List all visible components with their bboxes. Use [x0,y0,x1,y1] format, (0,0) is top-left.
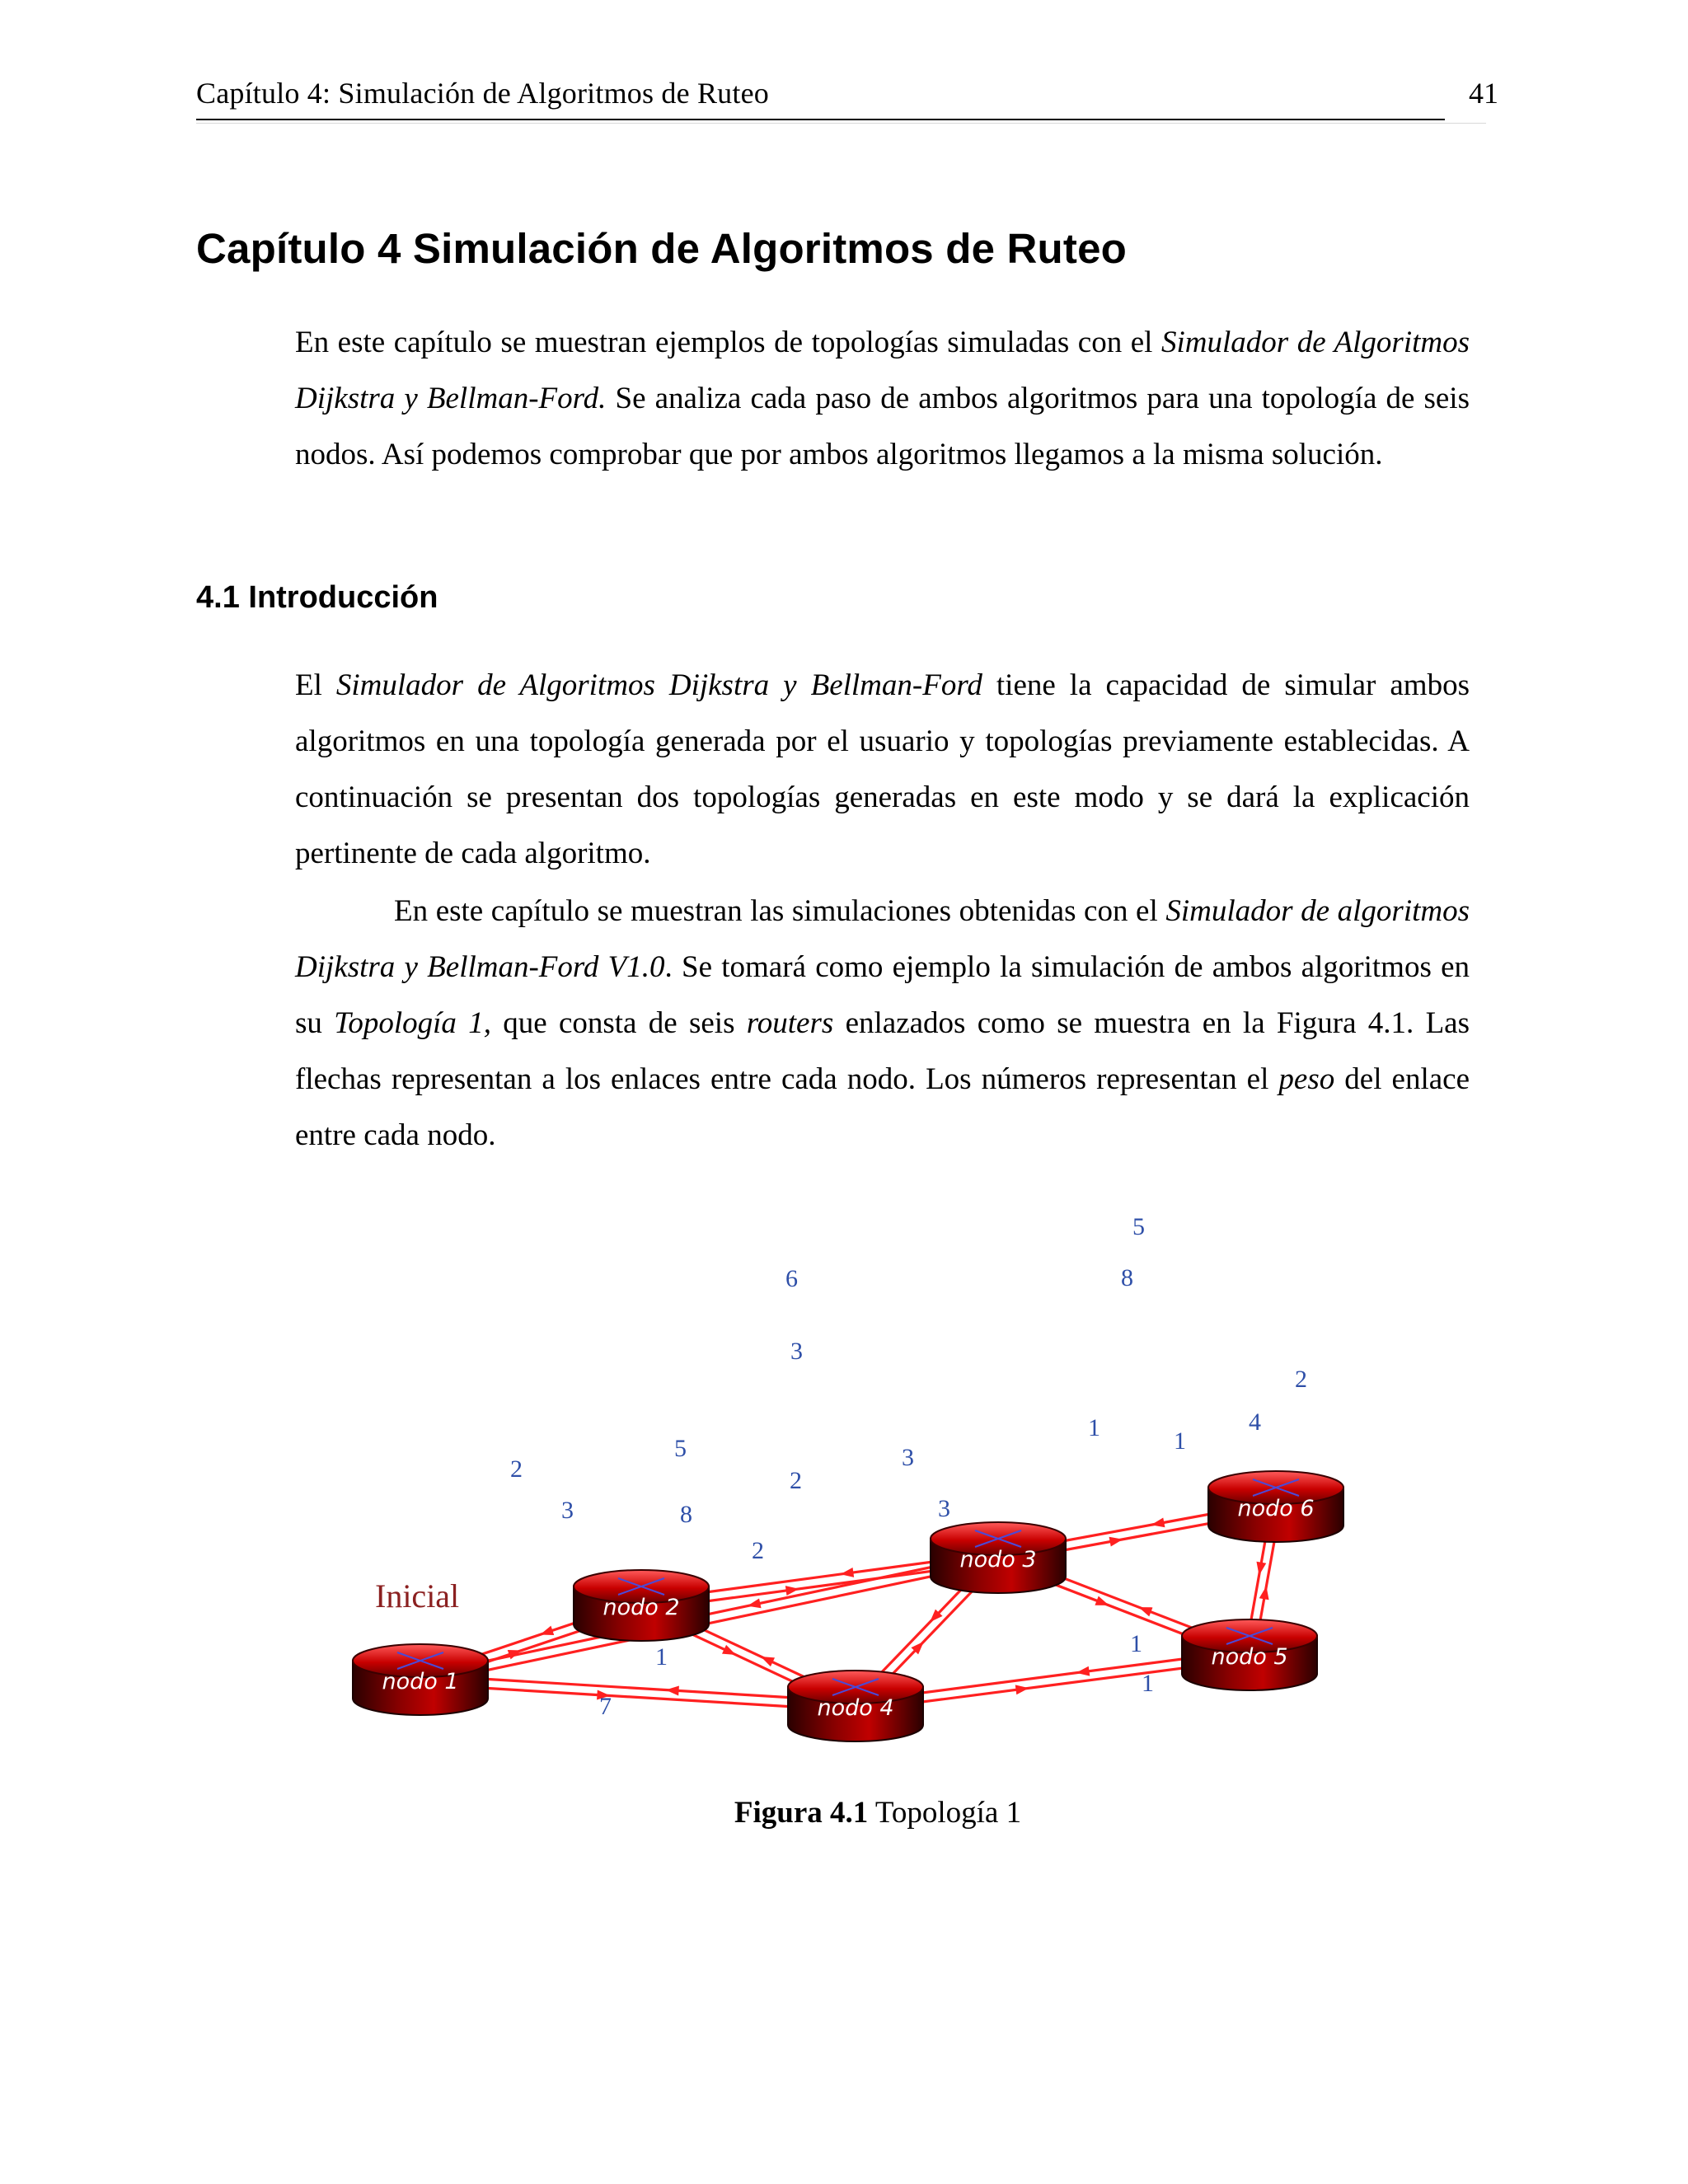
router-node-n4 [788,1671,923,1741]
weight-label: 3 [938,1495,950,1522]
link-arrow [1015,1685,1029,1694]
router-node-n5 [1182,1619,1317,1690]
weight-label: 6 [785,1265,798,1292]
weight-label: 2 [752,1537,764,1564]
weight-label: 1 [1088,1414,1100,1441]
weight-label: 8 [680,1501,692,1528]
router-node-n3 [931,1522,1066,1593]
weight-label: 8 [1121,1264,1133,1291]
chapter-title: Capítulo 4 Simulación de Algoritmos de Ruteo [196,225,1128,272]
weight-label: 1 [1142,1670,1154,1697]
link-arrow [840,1568,854,1577]
text-run: En este capítulo se muestran las simulaciones obtenidas con el [394,894,1166,928]
link-arrow [1095,1596,1109,1605]
figure-caption [0,1795,1688,1830]
router-label: nodo 3 [959,1547,1037,1572]
weight-label: 1 [655,1643,668,1671]
caption-label: Figura 4.1 [734,1796,869,1830]
link-arrow [1151,1517,1165,1527]
link-arrow [722,1645,736,1655]
router-label: nodo 5 [1211,1644,1288,1670]
link-arrow [761,1657,775,1666]
page-number: 41 [1469,77,1498,110]
text-run: tiene la capacidad de simular ambos algoritmos en una topología generada por el usuario y topologías previamente establecidas. A continuación se presentan dos topologías generadas en este modo y se dará la explicación pertinente de cada algoritmo. [295,668,1470,870]
link-arrow [1109,1537,1123,1547]
weight-label: 1 [1130,1630,1142,1657]
italic-run: Topología 1, [334,1006,491,1040]
weight-label: 3 [790,1338,803,1365]
weight-label: 7 [599,1693,612,1720]
text-run: del enlace entre cada nodo. [295,1062,1470,1152]
weight-label: 3 [561,1497,574,1524]
weight-label: 4 [1249,1408,1261,1436]
running-header [196,76,1498,125]
initial-label: Inicial [375,1577,460,1615]
section-paragraph-1 [295,658,1470,882]
italic-run: Simulador de Algoritmos Dijkstra y Bellman-Ford. [295,326,1470,415]
intro-paragraph [295,315,1470,483]
weight-label: 3 [902,1444,914,1471]
weight-label: 5 [1132,1213,1145,1240]
section-title: 4.1 Introducción [196,580,438,615]
link-arrow [1259,1586,1269,1601]
text-run: enlazados como se muestra en la Figura 4.1. Las flechas representan a los enlaces entre cada nodo. Los números representan el [295,1006,1470,1096]
text-run: . Se tomará como ejemplo la simulación de ambos algoritmos en su [295,950,1470,1040]
link-arrow [1076,1666,1090,1676]
link-line [421,1562,999,1684]
weight-label: 2 [790,1467,802,1494]
link-arrow [785,1586,799,1596]
section-paragraph-2 [295,883,1470,1164]
weight-label: 2 [510,1455,523,1483]
router-label: nodo 1 [382,1669,459,1694]
italic-run: Simulador de Algoritmos Dijkstra y Bellman-Ford [335,668,982,702]
router-node-n6 [1208,1471,1343,1542]
weight-label: 5 [674,1435,687,1462]
caption-text: Topología 1 [868,1796,1022,1830]
header-rule [196,119,1445,120]
text-run: que consta de seis [490,1006,747,1040]
weight-label: 2 [1295,1366,1307,1393]
router-node-n1 [353,1644,488,1715]
link-arrow [666,1686,679,1696]
header-rule-shadow [196,123,1486,124]
text-run: El [295,668,336,702]
link-arrow [540,1626,554,1635]
italic-run: routers [746,1006,834,1040]
text-run: En este capítulo se muestran ejemplos de topologías simuladas con el [295,326,1162,359]
router-label: nodo 4 [817,1695,894,1721]
router-node-n2 [574,1570,709,1641]
link-arrow [1256,1562,1266,1576]
italic-run: peso [1278,1062,1335,1096]
router-label: nodo 2 [603,1595,680,1620]
running-title: Capítulo 4: Simulación de Algoritmos de Ruteo [196,77,769,110]
italic-run: Simulador de algoritmos Dijkstra y Bellman-Ford V1.0 [295,894,1470,984]
text-run: Se analiza cada paso de ambos algoritmos para una topología de seis nodos. Así podemos comprobar que por ambos algoritmos llegamos a la misma solución. [295,382,1470,471]
weight-label: 1 [1174,1427,1186,1455]
link-arrow [1138,1607,1152,1616]
topology-figure [312,1179,1350,1755]
router-label: nodo 6 [1237,1496,1315,1521]
topology-diagram [312,1179,1350,1755]
